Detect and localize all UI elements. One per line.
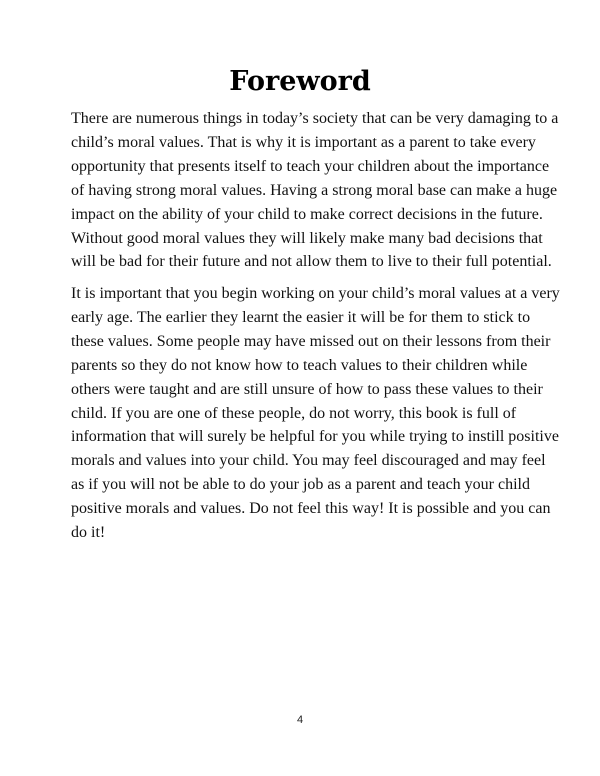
text-line: child. If you are one of these people, do not worry, this book is full of — [71, 404, 517, 422]
page-number: 4 — [296, 714, 304, 726]
text-line: morals and values into your child. You may feel discouraged and may feel — [71, 452, 546, 470]
text-line: information that will surely be helpful for you while trying to instill positive — [71, 428, 559, 446]
text-line: as if you will not be able to do your job as a parent and teach your child — [71, 476, 530, 494]
text-line: There are numerous things in today’s society that can be very damaging to a — [71, 110, 559, 127]
text-line: Without good moral values they will likely make many bad decisions that — [71, 229, 543, 247]
text-line: child’s moral values. That is why it is important as a parent to take every — [71, 133, 536, 151]
text-line: these values. Some people may have missed out on their lessons from their — [71, 332, 551, 350]
text-line: impact on the ability of your child to make correct decisions in the future. — [71, 205, 543, 223]
text-line: parents so they do not know how to teach values to their children while — [71, 356, 528, 374]
text-line: early age. The earlier they learnt the easier it will be for them to stick to — [71, 308, 531, 326]
text-line: opportunity that presents itself to teach your children about the importance — [71, 157, 550, 175]
text-line: of having strong moral values. Having a strong moral base can make a huge — [71, 181, 558, 199]
paragraph-2 — [71, 282, 560, 545]
text-line: positive morals and values. Do not feel this way! It is possible and you can — [71, 500, 551, 518]
page-title: Foreword — [229, 66, 371, 97]
paragraph-1 — [71, 107, 559, 274]
text-line: will be bad for their future and not allow them to live to their full potential. — [71, 253, 552, 271]
text-line: It is important that you begin working on your child’s moral values at a very — [71, 285, 560, 302]
text-line: others were taught and are still unsure of how to pass these values to their — [71, 380, 543, 398]
text-line: do it! — [71, 524, 106, 542]
